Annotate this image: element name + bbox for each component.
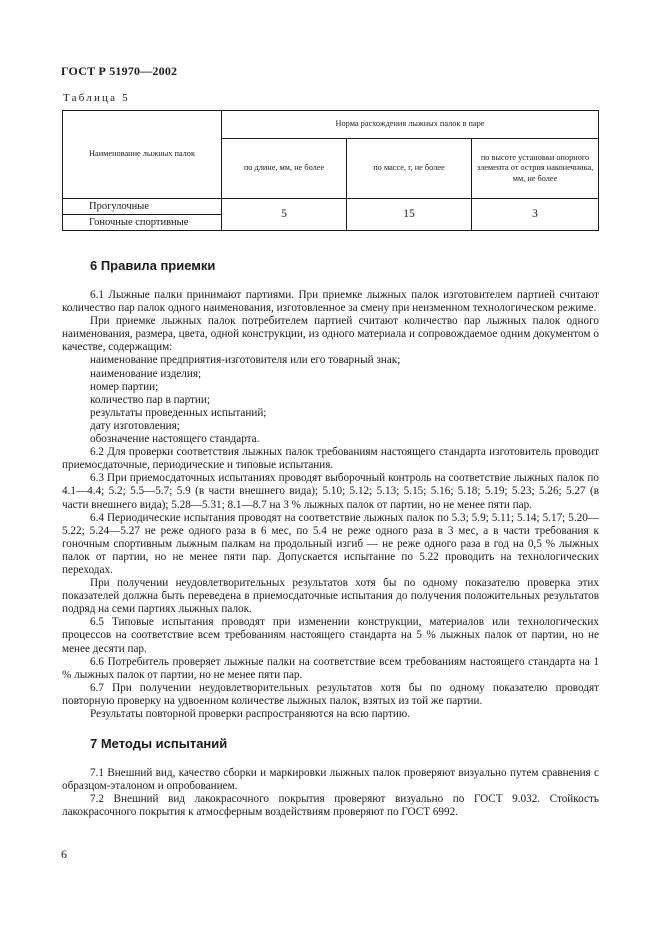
paragraph-7-2: 7.2 Внешний вид лакокрасочного покрытия проверяют визуально по ГОСТ 9.032. Стойкость лакокрасочного покрытия к атмосферным воздействиям проверяют по ГОСТ 6992. <box>62 793 599 819</box>
paragraph: При приемке лыжных палок потребителем партией считают количество пар лыжных палок одного наименования, размера, цвета, одной конструкции, из одного материала и сопровождаемое одним документом о качестве, содержащим: <box>62 315 599 354</box>
list-item: обозначение настоящего стандарта. <box>90 433 260 446</box>
paragraph: Результаты повторной проверки распространяются на всю партию. <box>90 708 410 720</box>
norms-table <box>62 110 599 231</box>
document-body <box>62 258 599 819</box>
paragraph-6-4: 6.4 Периодические испытания проводят на соответствие лыжных палок по 5.3; 5.9; 5.11; 5.14; 5.17; 5.20—5.22; 5.24—5.27 не реже одного раза в 6 мес, по 5.4 не реже одного раза в 3 мес, а в части требования к гоночным спортивным лыжным палкам на продольный изгиб — не реже одного раза в год на 0,5 % лыжных палок от партии, но не менее пяти пар. Допускается испытание по 5.22 проводить на технологических переходах. <box>62 511 599 576</box>
document-header: ГОСТ Р 51970—2002 <box>61 64 178 78</box>
value-length: 5 <box>222 199 347 231</box>
paragraph-6-3: 6.3 При приемосдаточных испытаниях проводят выборочный контроль на соответствие лыжных палок по 4.1—4.4; 5.2; 5.5—5.7; 5.9 (в части внешнего вида); 5.10; 5.12; 5.13; 5.15; 5.16; 5.18; 5.19; 5.23; 5.26; 5.27 (в части внешнего вида); 5.28—5.31; 8.1—8.7 на 3 % лыжных палок от партии, но не менее пяти пар. <box>62 472 599 511</box>
sub-header-length: по длине, мм, не более <box>222 139 347 199</box>
paragraph-7-1: 7.1 Внешний вид, качество сборки и маркировки лыжных палок проверяют визуально путем сравнения с образцом-эталоном и опробованием. <box>62 767 599 793</box>
paragraph: При получении неудовлетворительных результатов хотя бы по одному показателю проверка этих показателей должна быть переведена в приемосдаточные испытания до получения положительных результатов подряд на семи партиях лыжных палок. <box>62 577 599 616</box>
list-item: номер партии; <box>90 380 159 393</box>
section-7-title: 7 Методы испытаний <box>90 736 228 752</box>
paragraph-6-7: 6.7 При получении неудовлетворительных результатов хотя бы по одному показателю проводят повторную проверку на удвоенном количестве лыжных палок, взятых из той же партии. <box>62 681 599 707</box>
list-item: количество пар в партии; <box>90 393 210 406</box>
col-name-header: Наименование лыжных палок <box>63 111 222 199</box>
value-height: 3 <box>472 199 599 231</box>
group-header: Норма расхождения лыжных палок в паре <box>222 111 599 139</box>
paragraph-6-5: 6.5 Типовые испытания проводят при изменении конструкции, материалов или технологических процессов на соответствие всем требованиям настоящего стандарта на 5 % лыжных палок от партии, но не менее десяти пар. <box>62 616 599 655</box>
row-name-racing: Гоночные спортивные <box>63 215 222 231</box>
paragraph-6-2: 6.2 Для проверки соответствия лыжных палок требованиям настоящего стандарта изготовитель проводит приемосдаточные, периодические и типовые испытания. <box>62 446 599 472</box>
row-name-walking: Прогулочные <box>63 199 222 215</box>
sub-header-height: по высоте установки опорного элемента от острия наконечника, мм, не более <box>472 139 599 199</box>
sub-header-mass: по массе, г, не более <box>347 139 472 199</box>
value-mass: 15 <box>347 199 472 231</box>
paragraph-6-6: 6.6 Потребитель проверяет лыжные палки на соответствие всем требованиям настоящего стандарта на 1 % лыжных палок от партии, но не менее пяти пар. <box>62 655 599 681</box>
list-item: наименование предприятия-изготовителя или его товарный знак; <box>90 354 401 367</box>
page-number: 6 <box>61 847 67 861</box>
list-item: результаты проведенных испытаний; <box>90 406 267 419</box>
table-caption: Таблица 5 <box>63 92 130 104</box>
list-item: дату изготовления; <box>90 419 180 432</box>
list-item: наименование изделия; <box>90 367 202 380</box>
section-6-title: 6 Правила приемки <box>90 258 216 273</box>
paragraph-6-1: 6.1 Лыжные палки принимают партиями. При приемке лыжных палок изготовителем партией считают количество пар палок одного наименования, изготовленное за смену при неизменном технологическом режиме. <box>62 289 599 315</box>
